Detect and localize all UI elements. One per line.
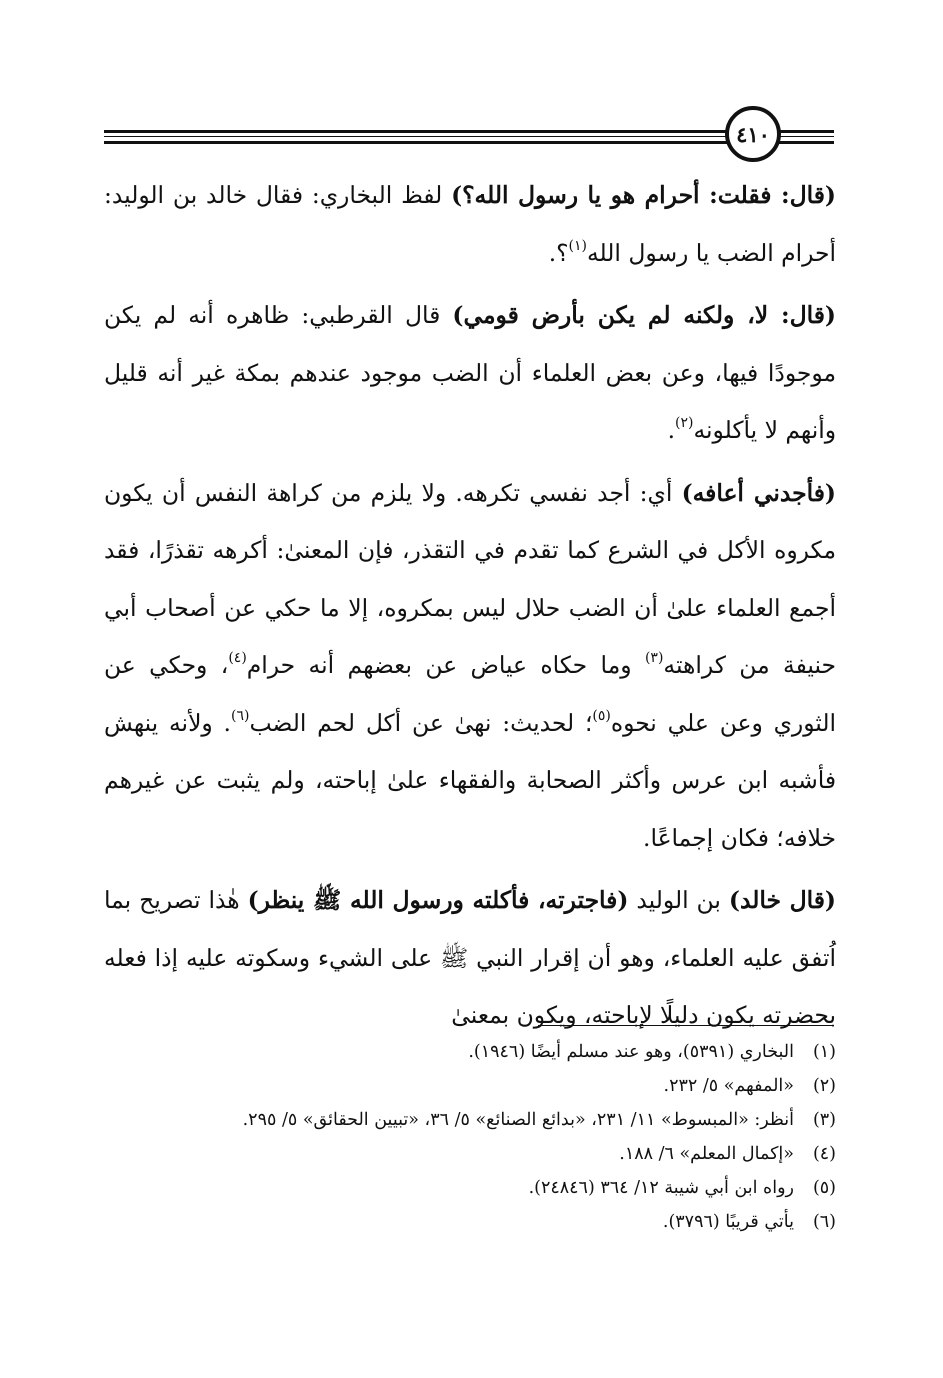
page-header bbox=[104, 100, 834, 164]
paragraph bbox=[104, 872, 836, 1045]
quoted-lemma: (قال خالد) bbox=[728, 886, 837, 914]
footnote bbox=[104, 1205, 836, 1239]
paragraph-text: بن الوليد bbox=[628, 886, 729, 914]
paragraph-text: . ولأنه ينهش فأشبه ابن عرس وأكثر الصحابة والفقهاء علىٰ إباحته، ولم يثبت عن غيرهم خلافه؛ فكان إجماعًا. bbox=[104, 708, 836, 852]
paragraph-text: ، وحكي عن الثوري وعن علي نحوه bbox=[104, 651, 836, 737]
quoted-lemma: (فاجترته، فأكلته ورسول الله ﷺ ينظر) bbox=[247, 886, 629, 914]
footnote-ref: (٢) bbox=[675, 415, 694, 432]
quoted-lemma: (قال: لا، ولكنه لم يكن بأرض قومي) bbox=[452, 301, 836, 329]
footnote bbox=[104, 1137, 836, 1171]
footnote bbox=[104, 1171, 836, 1205]
footnote bbox=[104, 1103, 836, 1137]
footnote-number: (٣) bbox=[812, 1110, 836, 1130]
footnote-text: أنظر: «المبسوط» ١١/ ٢٣١، «بدائع الصنائع» ٥/ ٣٦، «تبيين الحقائق» ٥/ ٢٩٥. bbox=[242, 1110, 794, 1130]
footnotes bbox=[104, 1035, 836, 1239]
footnote-ref: (٥) bbox=[592, 707, 611, 724]
footnote-ref: (٤) bbox=[228, 650, 247, 667]
paragraph-text: لفظ البخاري: فقال خالد بن الوليد: أحرام الضب يا رسول الله bbox=[104, 181, 836, 267]
paragraph-text: وما حكاه عياض عن بعضهم أنه حرام bbox=[246, 651, 645, 679]
paragraph-text: . bbox=[667, 416, 676, 444]
paragraph-text: هٰذا تصريح بما اُتفق عليه العلماء، وهو أن إقرار النبي ﷺ على الشيء وسكوته عليه إذا فعله بحضرته يكون دليلًا لإباحته، ويكون بمعنىٰ bbox=[104, 886, 836, 1029]
paragraph-text: ؛ لحديث: نهىٰ عن أكل لحم الضب bbox=[249, 708, 593, 737]
footnote-text: البخاري (٥٣٩١)، وهو عند مسلم أيضًا (١٩٤٦). bbox=[468, 1042, 794, 1062]
footnote-ref: (٦) bbox=[230, 707, 250, 724]
footnote-number: (٢) bbox=[812, 1076, 836, 1096]
quoted-lemma: (فأجدني أعافه) bbox=[681, 478, 836, 507]
footnote bbox=[104, 1035, 836, 1069]
footnote-ref: (١) bbox=[568, 237, 588, 254]
header-rule-bottom bbox=[104, 141, 834, 144]
footnote-ref: (٣) bbox=[644, 650, 664, 667]
footnote-text: يأتي قريبًا (٣٧٩٦). bbox=[662, 1212, 794, 1232]
quoted-lemma: (قال: فقلت: أحرام هو يا رسول الله؟) bbox=[451, 181, 836, 209]
paragraph-text: أي: أجد نفسي تكرهه. ولا يلزم من كراهة النفس أن يكون مكروه الأكل في الشرع كما تقدم في التقذر، فإن المعنىٰ: أكرهه تقذرًا، فقد أجمع العلماء علىٰ أن الضب حلال ليس بمكروه، إلا ما حكي عن أصحاب أبي حنيفة من كراهته bbox=[104, 478, 836, 679]
footnote-text: «المفهم» ٥/ ٢٣٢. bbox=[663, 1076, 794, 1096]
paragraph-text: ؟. bbox=[548, 238, 569, 267]
footnote-text: رواه ابن أبي شيبة ١٢/ ٣٦٤ (٢٤٨٤٦). bbox=[528, 1178, 794, 1198]
paragraph-text: قال القرطبي: ظاهره أنه لم يكن موجودًا فيها، وعن بعض العلماء أن الضب موجود عندهم بمكة غير أنه قليل وأنهم لا يأكلونه bbox=[104, 301, 836, 444]
paragraph bbox=[104, 465, 836, 868]
footnote bbox=[104, 1069, 836, 1103]
footnote-text: «إكمال المعلم» ٦/ ١٨٨. bbox=[619, 1144, 794, 1164]
footnote-number: (٥) bbox=[812, 1178, 836, 1198]
footnote-number: (٤) bbox=[812, 1144, 836, 1164]
page-number: ٤١٠ bbox=[725, 106, 781, 162]
footnote-number: (٦) bbox=[812, 1212, 836, 1232]
paragraph bbox=[104, 287, 836, 460]
main-text bbox=[104, 167, 836, 1045]
footnote-separator bbox=[538, 1025, 834, 1026]
paragraph bbox=[104, 167, 836, 282]
footnote-number: (١) bbox=[812, 1042, 836, 1062]
